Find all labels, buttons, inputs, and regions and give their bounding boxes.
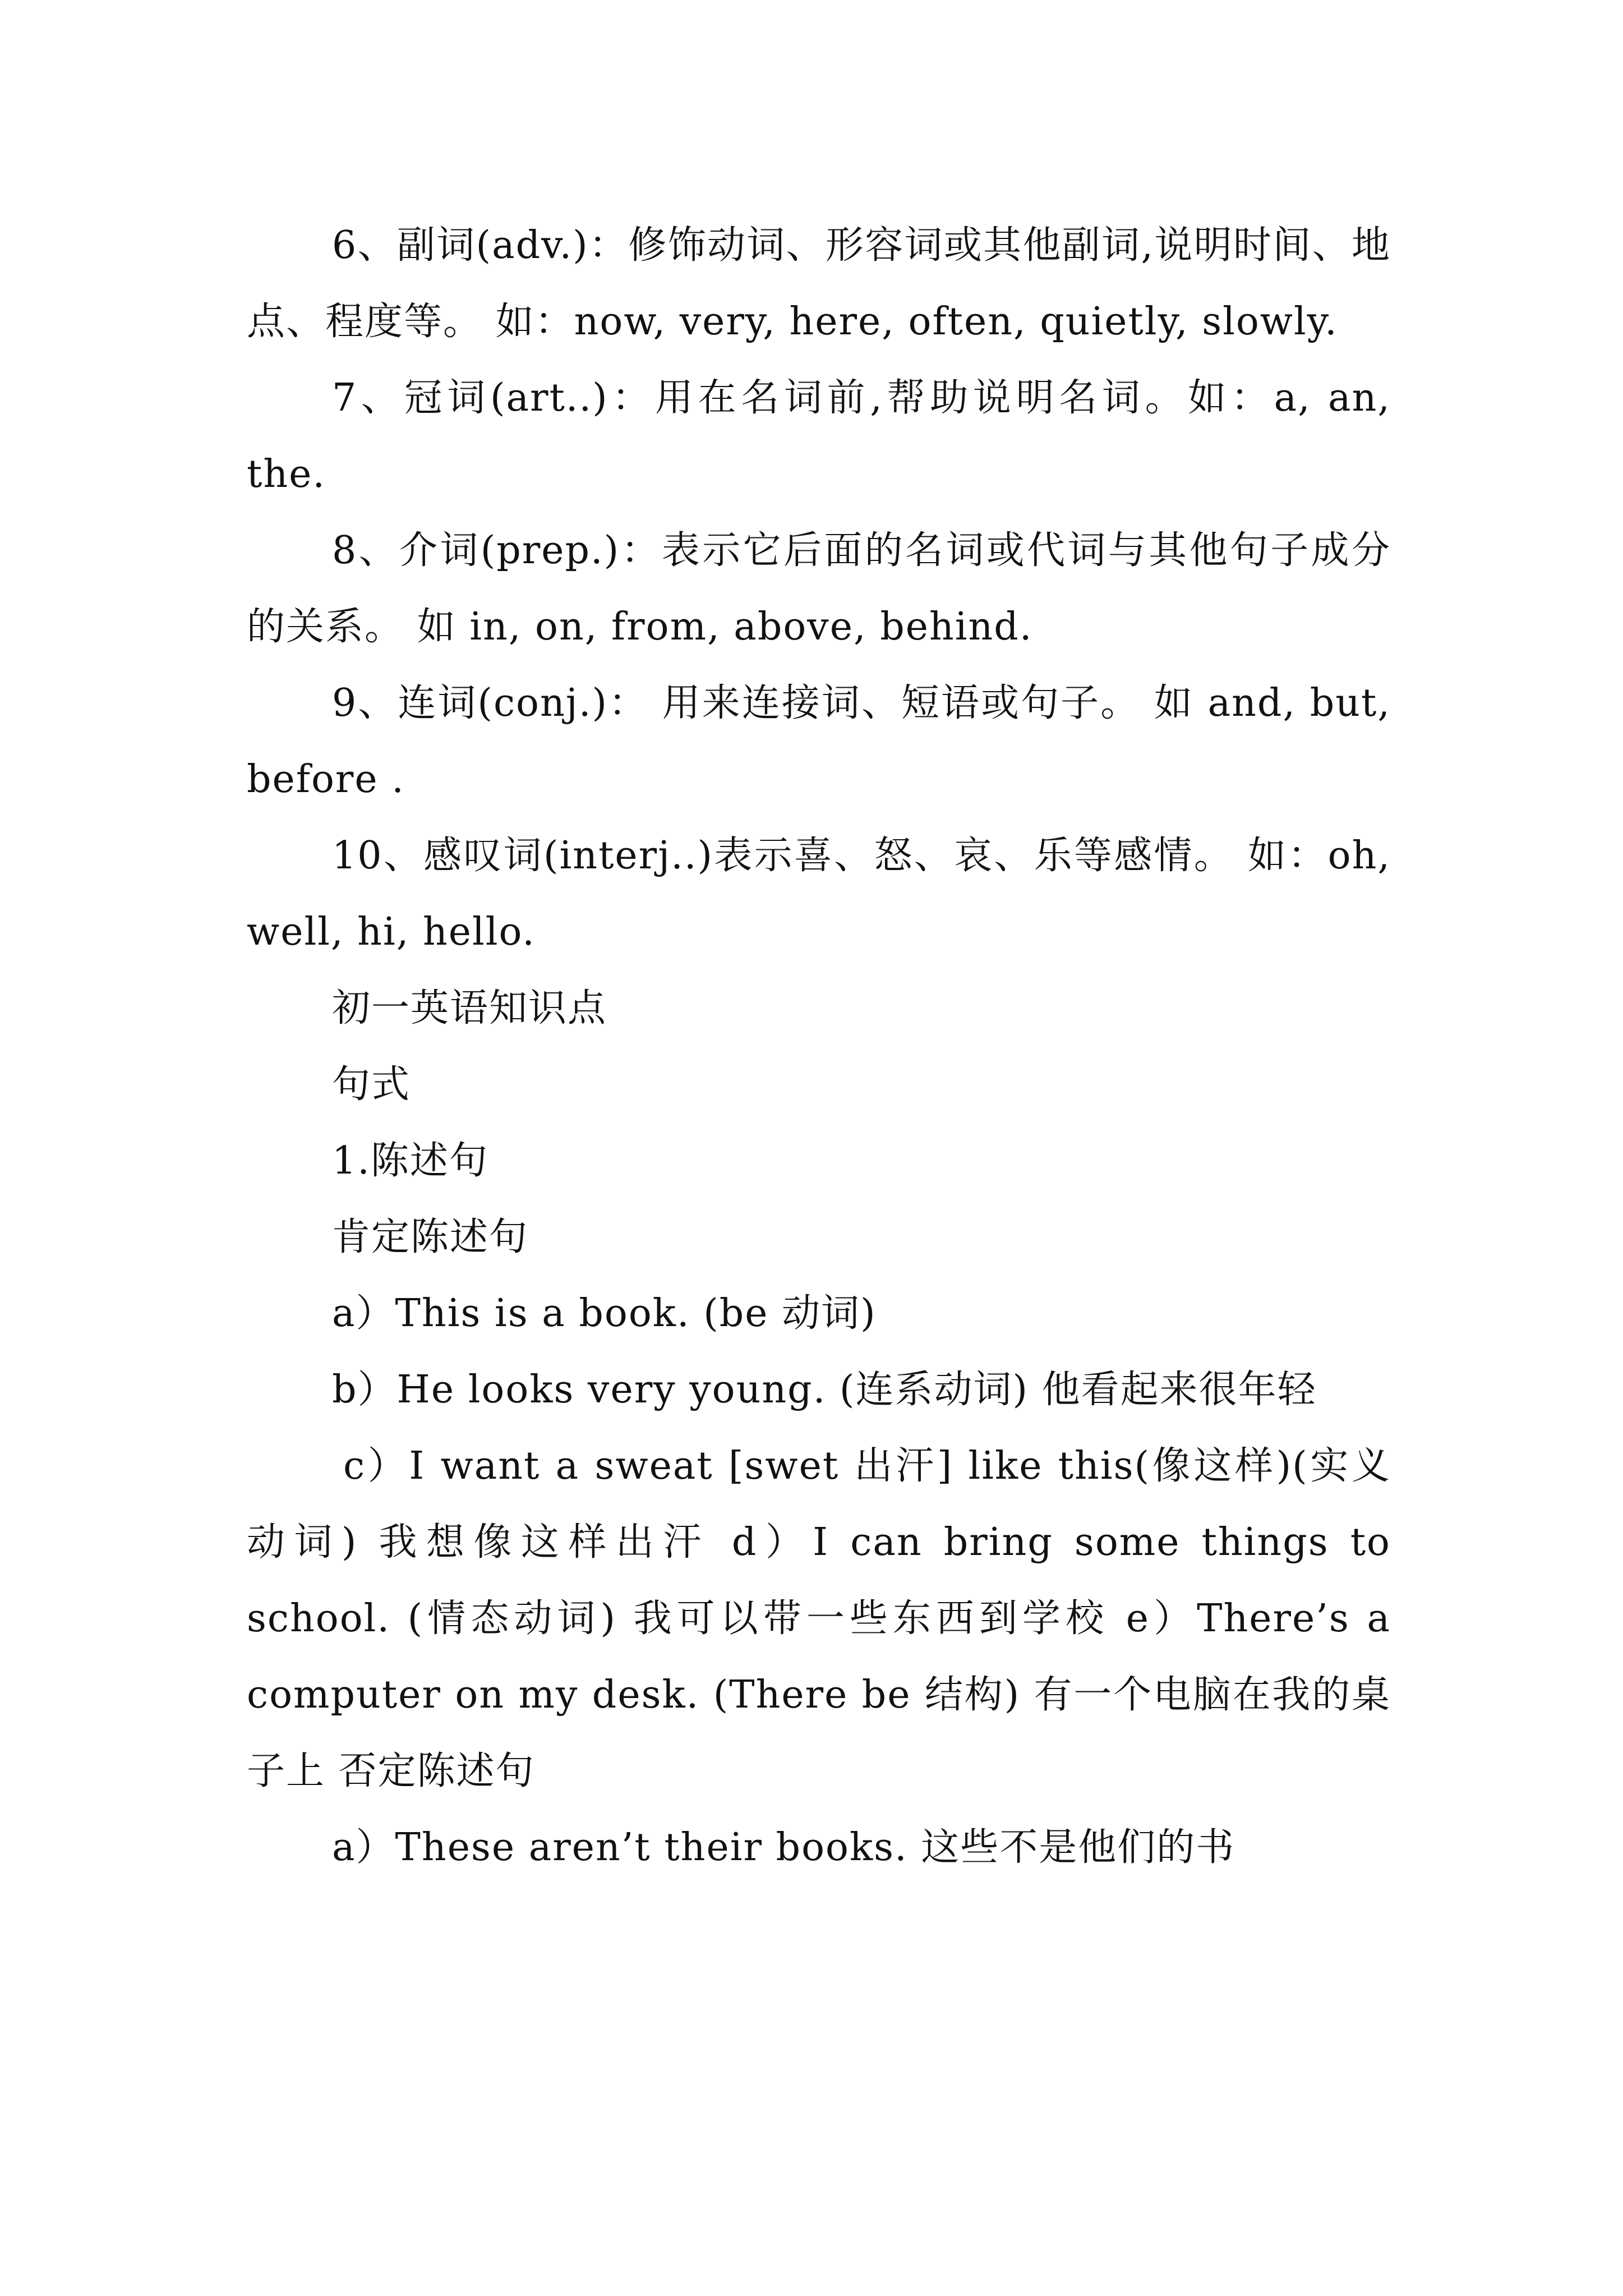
paragraph-interjection: 10、感叹词(interj..)表示喜、怒、哀、乐等感情。 如：oh, well, hi, hello. [247,834,1391,954]
example-b: b）He looks very young. (连系动词) 他看起来很年轻 [332,1368,1317,1412]
section-title: 初一英语知识点 [332,986,607,1030]
paragraph-preposition: 8、介词(prep.)：表示它后面的名词或代词与其他句子成分的关系。 如 in, on, from, above, behind. [247,528,1391,649]
statement-heading: 1.陈述句 [332,1139,488,1183]
paragraph-article: 7、冠词(art..)：用在名词前,帮助说明名词。如：a, an, the. [247,376,1391,496]
example-a: a）This is a book. (be 动词) [332,1291,877,1336]
paragraph-conjunction: 9、连词(conj.)： 用来连接词、短语或句子。 如 and, but, before . [247,681,1391,802]
negative-example-a: a）These aren’t their books. 这些不是他们的书 [332,1825,1235,1870]
paragraph-adverb: 6、副词(adv.)：修饰动词、形容词或其他副词,说明时间、地点、程度等。 如：now, very, here, often, quietly, slowly. [247,223,1391,344]
affirmative-heading: 肯定陈述句 [332,1215,529,1259]
section-subtitle: 句式 [332,1062,411,1107]
document-body [247,208,1391,1886]
example-c-d-e: c）I want a sweat [swet 出汗] like this(像这样)(实义动词) 我想像这样出汗 d）I can bring some things to school. (情态动词) 我可以带一些东西到学校 e）There’s a computer on my desk. (There be 结构) 有一个电脑在我的桌子上 否定陈述句 [247,1444,1391,1793]
